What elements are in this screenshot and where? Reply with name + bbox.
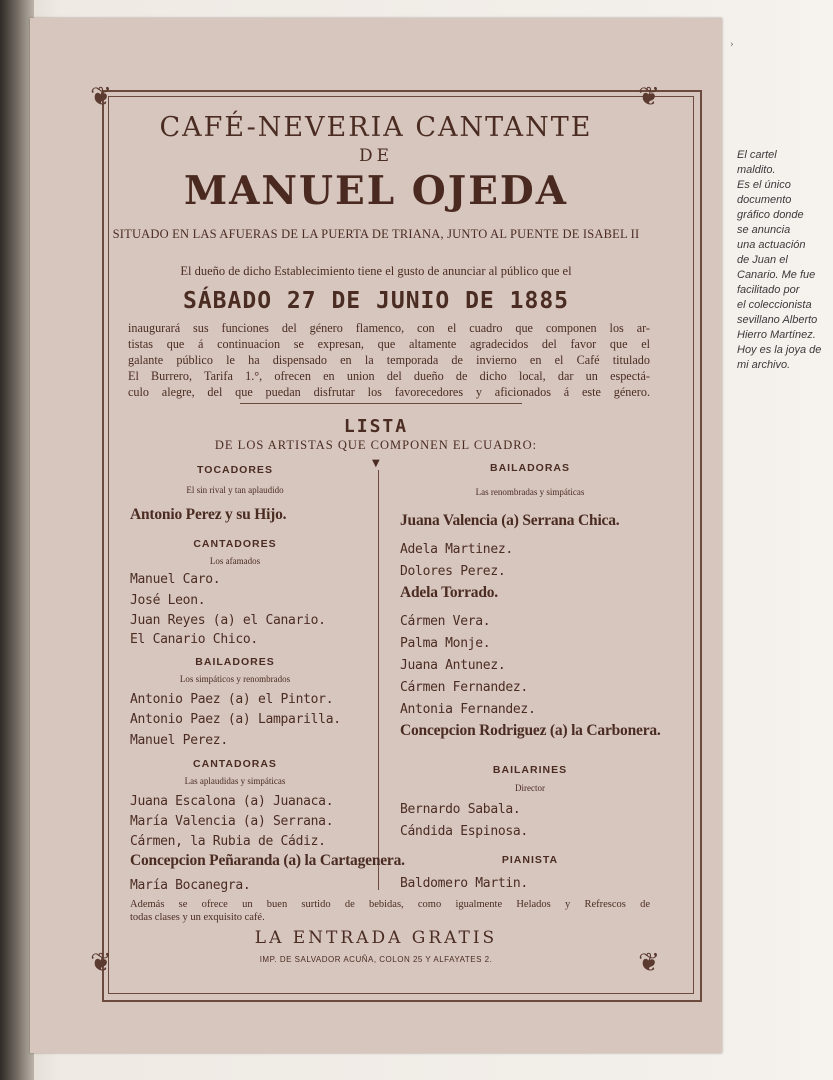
caption-line: facilitado por xyxy=(737,284,800,296)
artist-name: Baldomero Martin. xyxy=(400,876,528,891)
artist-name: Cármen Vera. xyxy=(400,614,491,629)
paragraph-line: inaugurará sus funciones del género flamenco, con el cuadro que componen los ar- xyxy=(128,321,650,335)
artist-name: Manuel Perez. xyxy=(130,733,228,748)
divider xyxy=(240,403,522,404)
section-heading-bailadoras: BAILADORAS xyxy=(490,462,570,474)
artist-name: Bernardo Sabala. xyxy=(400,802,521,817)
caption-line: se anuncia xyxy=(737,224,791,236)
caption-line: Es el único xyxy=(737,179,791,191)
entrada-gratis: LA ENTRADA GRATIS xyxy=(254,928,498,948)
artist-name: María Bocanegra. xyxy=(130,878,251,893)
book-gutter xyxy=(0,0,34,1080)
poster-subtitle: SITUADO EN LAS AFUERAS DE LA PUERTA DE TRIANA, JUNTO AL PUENTE DE ISABEL II xyxy=(112,227,640,241)
photo-caption xyxy=(737,148,829,373)
artist-name: Juan Reyes (a) el Canario. xyxy=(130,613,326,628)
caption-line: de Juan el xyxy=(737,254,788,266)
artist-name: Cármen Fernandez. xyxy=(400,680,528,695)
section-note: Los simpáticos y renombrados xyxy=(179,674,291,684)
caption-line: sevillano Alberto xyxy=(737,314,818,326)
footer-note-line: Además se ofrece un buen surtido de bebidas, como igualmente Helados y Refrescos de xyxy=(130,899,650,910)
section-heading-cantadores: CANTADORES xyxy=(193,538,277,550)
artist-name: Juana Escalona (a) Juanaca. xyxy=(130,794,334,809)
poster-title-name: MANUEL OJEDA xyxy=(183,168,569,214)
artist-name: José Leon. xyxy=(130,593,206,608)
artist-name: Cándida Espinosa. xyxy=(400,824,528,839)
caption-line: documento xyxy=(737,194,792,206)
caption-line: maldito. xyxy=(737,164,776,176)
artist-name: María Valencia (a) Serrana. xyxy=(130,814,334,829)
caption-line: Hoy es la joya de xyxy=(737,344,822,356)
artist-name: Concepcion Peñaranda (a) la Cartagenera. xyxy=(130,852,405,869)
caption-line: El cartel xyxy=(737,149,777,161)
caption-line: Hierro Martínez. xyxy=(737,329,816,341)
section-note: El sin rival y tan aplaudido xyxy=(186,485,284,495)
artist-name: Juana Antunez. xyxy=(400,658,506,673)
section-heading-cantadoras: CANTADORAS xyxy=(193,758,277,770)
poster-intro: El dueño de dicho Establecimiento tiene el gusto de anunciar al público que el xyxy=(180,264,572,278)
corner-ornament-icon: ❦ xyxy=(90,948,112,978)
section-heading-tocadores: TOCADORES xyxy=(197,464,273,476)
artist-name: Palma Monje. xyxy=(400,636,491,651)
artist-name: Antonio Paez (a) Lamparilla. xyxy=(130,712,341,727)
artist-name: Dolores Perez. xyxy=(400,564,506,579)
section-note: Los afamados xyxy=(209,556,261,566)
artist-name: Adela Torrado. xyxy=(400,584,498,601)
paragraph-line: El Burrero, Tarifa 1.°, ofrecen en union del dueño de dicho local, dar un espectá- xyxy=(128,369,650,383)
paragraph-line: tistas que á continuacion se expresan, que altamente agradecidos del favor que el xyxy=(128,337,650,351)
corner-ornament-icon: ❦ xyxy=(638,948,660,978)
section-note: Las renombradas y simpáticas xyxy=(475,487,585,497)
section-heading-pianista: PIANISTA xyxy=(501,854,559,866)
paragraph-line: galante público le ha dispensado en la temporada de invierno en el Café titulado xyxy=(128,353,650,367)
artist-name: Juana Valencia (a) Serrana Chica. xyxy=(400,512,620,529)
section-heading-bailarines: BAILARINES xyxy=(492,764,568,776)
section-heading-bailadores: BAILADORES xyxy=(195,656,275,668)
artist-name: Manuel Caro. xyxy=(130,572,221,587)
corner-ornament-icon: ❦ xyxy=(90,82,112,112)
artist-name: Adela Martinez. xyxy=(400,542,513,557)
corner-ornament-icon: ❦ xyxy=(638,82,660,112)
footer-note-line: todas clases y un exquisito café. xyxy=(130,912,265,923)
poster-title-line1: CAFÉ-NEVERIA CANTANTE xyxy=(159,112,593,143)
poster xyxy=(30,18,722,1053)
caption-line: gráfico donde xyxy=(737,209,804,221)
artist-name: El Canario Chico. xyxy=(130,632,258,647)
artist-name: Antonio Paez (a) el Pintor. xyxy=(130,692,334,707)
page-mark-icon: › xyxy=(730,40,734,50)
lista-title: LISTA xyxy=(343,416,409,437)
caption-line: mi archivo. xyxy=(737,359,791,371)
arrow-down-icon: ▼ xyxy=(372,458,380,469)
caption-line: Canario. Me fue xyxy=(737,269,816,281)
caption-line: el coleccionista xyxy=(737,299,812,311)
section-note: Las aplaudidas y simpáticas xyxy=(184,776,286,786)
section-note: Director xyxy=(515,783,545,793)
lista-subtitle: DE LOS ARTISTAS QUE COMPONEN EL CUADRO: xyxy=(214,438,538,452)
artist-name: Cármen, la Rubia de Cádiz. xyxy=(130,834,326,849)
artist-name: Antonio Perez y su Hijo. xyxy=(130,506,287,523)
column-divider xyxy=(378,470,379,890)
poster-date: SÁBADO 27 DE JUNIO DE 1885 xyxy=(182,288,570,314)
caption-line: una actuación xyxy=(737,239,806,251)
footer-note xyxy=(130,898,650,924)
poster-paragraph xyxy=(128,320,650,400)
poster-title-line2: DE xyxy=(358,146,394,166)
printer-credit: IMP. DE SALVADOR ACUÑA, COLON 25 Y ALFAYATES 2. xyxy=(259,955,493,964)
artist-name: Antonia Fernandez. xyxy=(400,702,536,717)
paragraph-line: culo alegre, del que puedan disfrutar los favorecedores y aficionados á este género. xyxy=(128,385,650,399)
artist-name: Concepcion Rodriguez (a) la Carbonera. xyxy=(400,722,661,739)
